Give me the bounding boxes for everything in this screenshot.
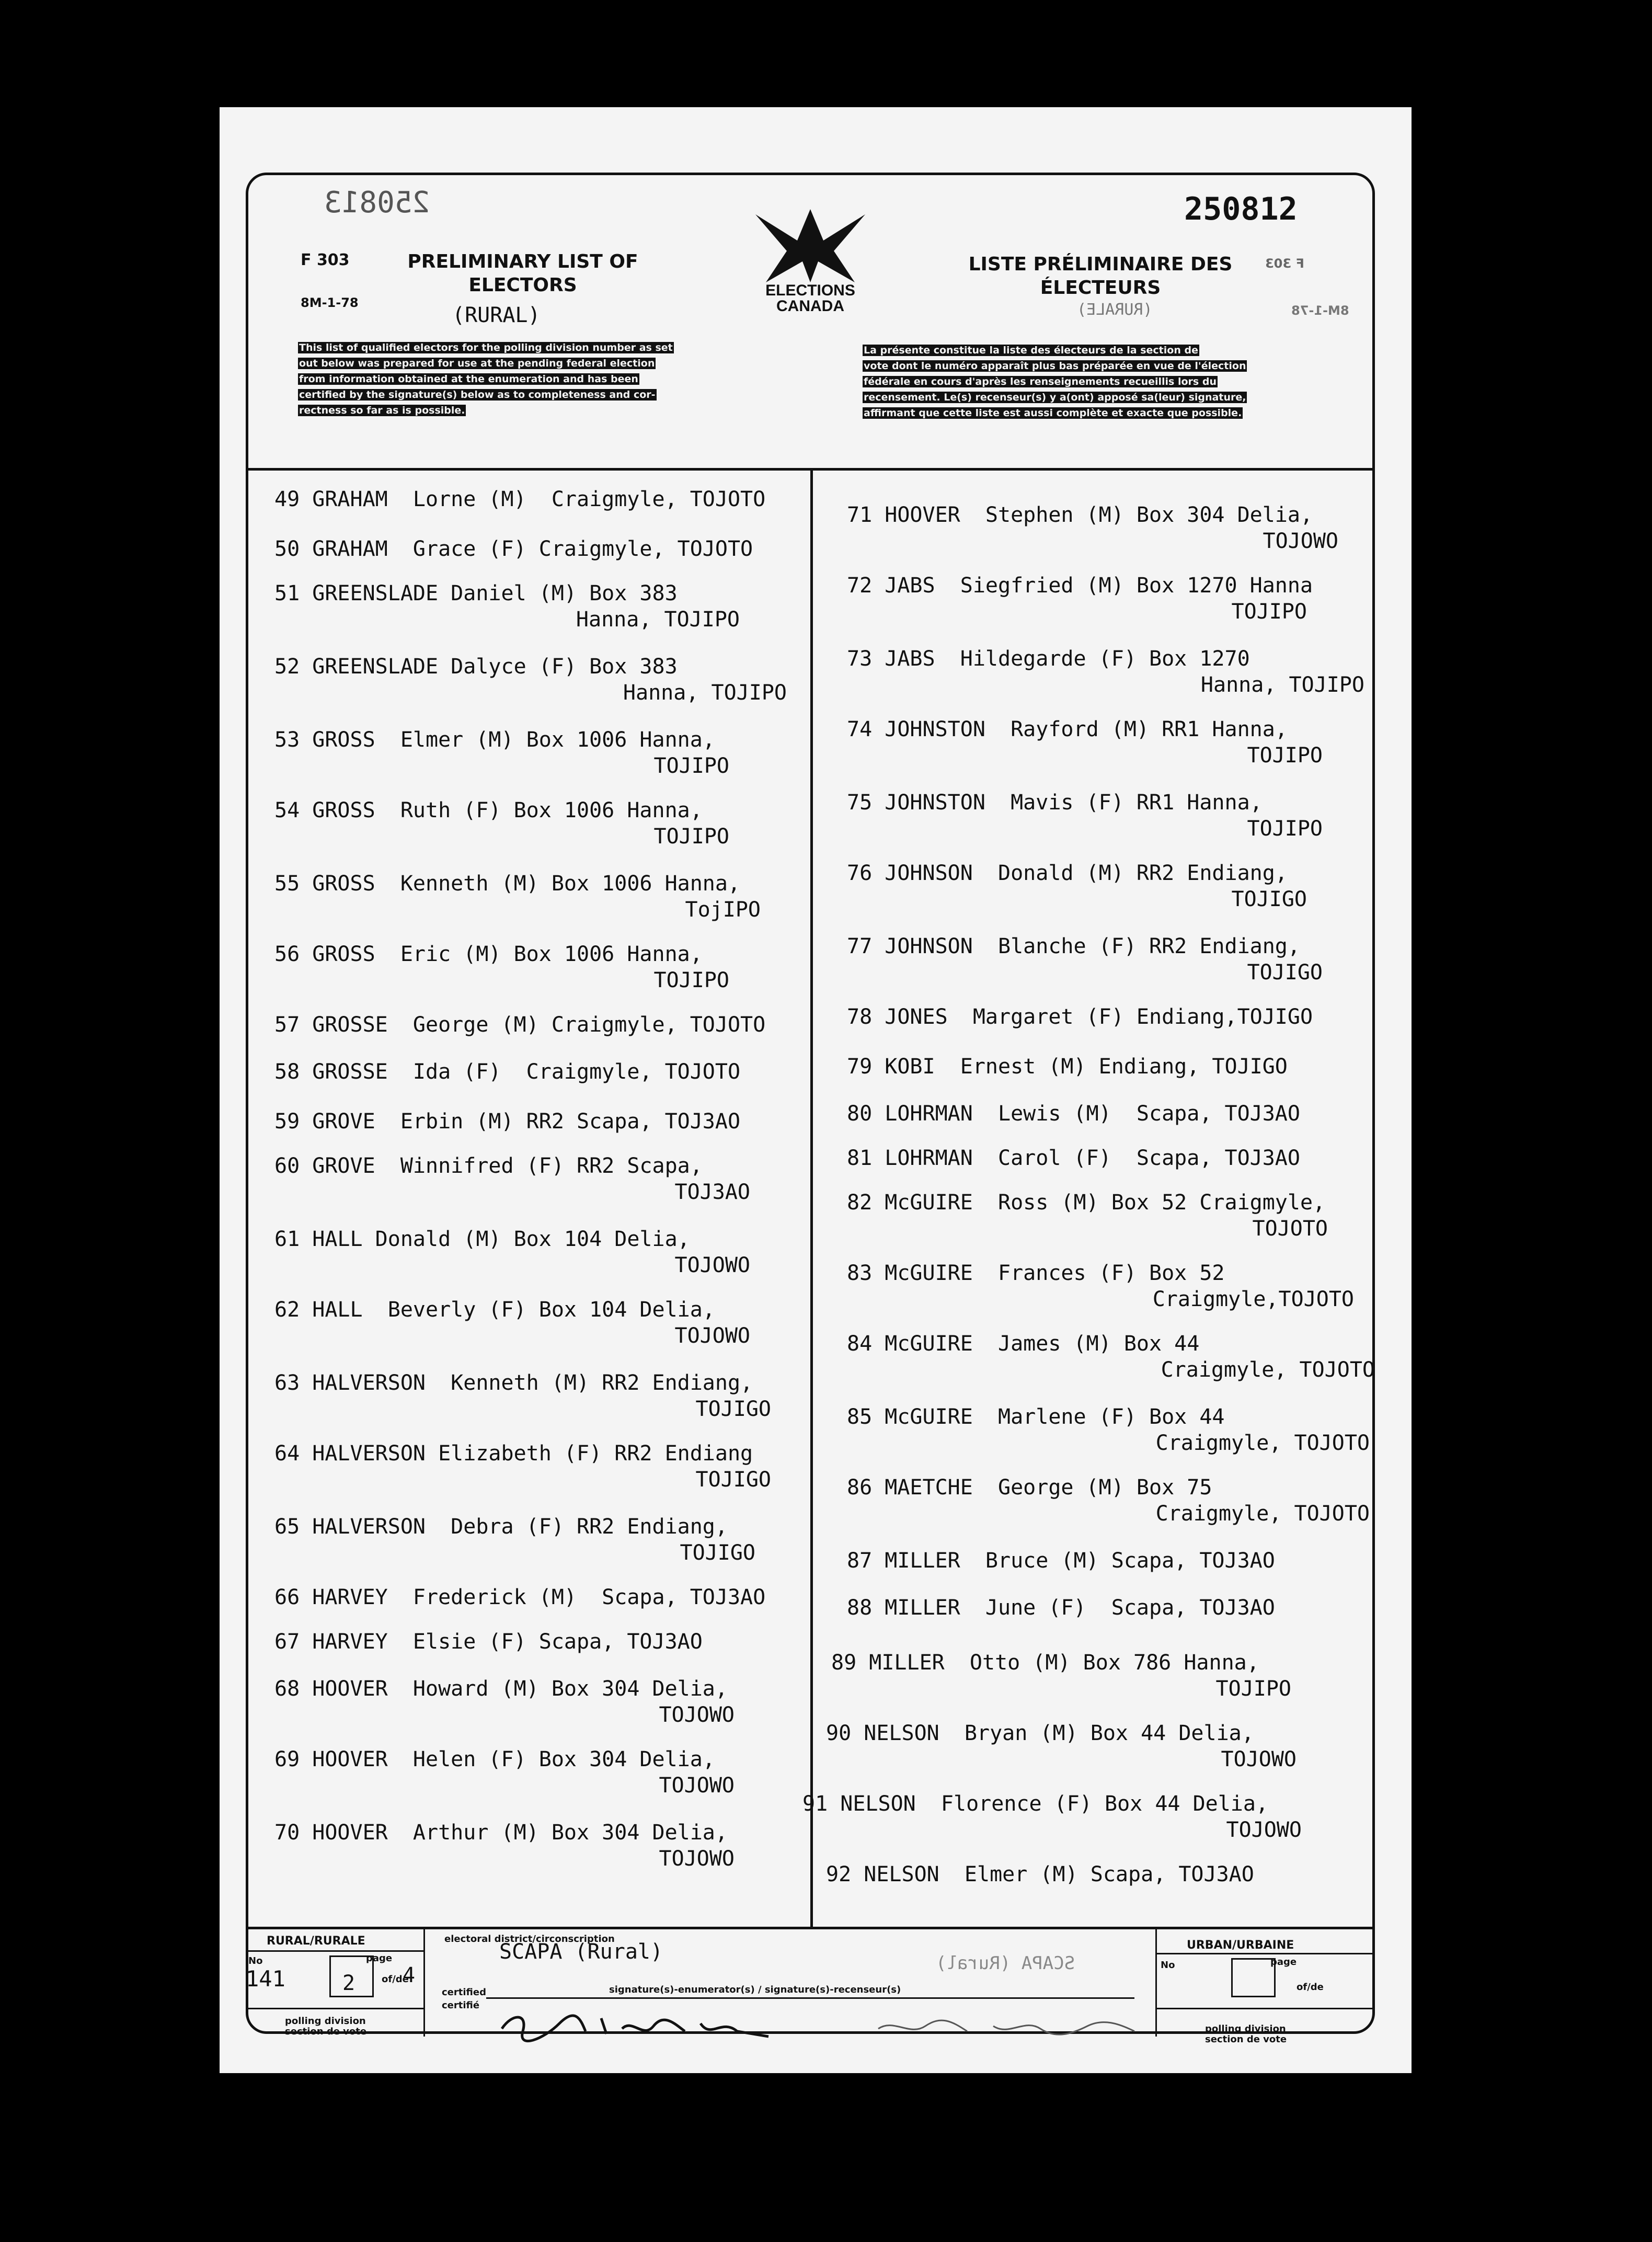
mirrored-form-number: 250813 <box>324 186 430 220</box>
district-label: electoral district/circonscription <box>444 1934 615 1944</box>
entry-number: 59 <box>274 1109 300 1134</box>
logo-text-canada: CANADA <box>776 298 844 315</box>
list-item <box>274 797 802 850</box>
entry-number: 77 <box>847 934 873 958</box>
footer-rule <box>1155 1953 1375 1954</box>
entry-number: 76 <box>847 861 873 885</box>
form-id: F 303 <box>301 251 350 269</box>
entry-text-line2: TOJIGO <box>695 1397 771 1421</box>
entry-number: 88 <box>847 1596 873 1620</box>
list-item <box>802 1791 1370 1843</box>
entry-text-line2: TOJIGO <box>680 1541 755 1565</box>
entry-number: 67 <box>274 1630 300 1654</box>
entry-number: 92 <box>826 1862 852 1886</box>
form-code: 8M-1-78 <box>301 295 359 310</box>
list-item <box>274 1297 802 1349</box>
entry-text: McGUIRE Ross (M) Box 52 Craigmyle, <box>885 1191 1326 1215</box>
list-item <box>847 1595 1370 1621</box>
footer-divider <box>246 1927 1375 1929</box>
english-title-line2: ELECTORS <box>468 274 577 296</box>
certified-label: certified <box>442 1987 486 1998</box>
entry-text: JONES Margaret (F) Endiang,TOJIGO <box>885 1005 1313 1029</box>
list-item <box>847 1548 1370 1574</box>
list-item <box>826 1861 1354 1888</box>
urban-page-label: page <box>1270 1957 1297 1968</box>
entry-text-line2: TOJOWO <box>659 1703 735 1727</box>
entry-text: KOBI Ernest (M) Endiang, TOJIGO <box>885 1055 1288 1079</box>
french-notice-line: La présente constitue la liste des électeurs de la section de <box>864 345 1198 356</box>
entry-text: MILLER Bruce (M) Scapa, TOJ3AO <box>885 1549 1275 1573</box>
list-item <box>274 580 802 633</box>
urban-polling-label-fr: section de vote <box>1205 2034 1287 2045</box>
entry-text-line2: TOJIPO <box>653 754 729 778</box>
entry-text-line2: TOJIPO <box>1215 1677 1291 1701</box>
list-item <box>274 1370 802 1422</box>
english-notice-line: This list of qualified electors for the polling division number as set <box>299 342 673 353</box>
french-title-line2: ÉLECTEURS <box>1040 277 1161 299</box>
entry-text-line2: TOJOWO <box>1226 1818 1302 1842</box>
entry-text: JOHNSTON Rayford (M) RR1 Hanna, <box>885 717 1288 741</box>
entry-text-line2: Craigmyle, TOJOTO <box>1155 1502 1370 1526</box>
urban-page-box <box>1231 1958 1276 1997</box>
list-item <box>847 1004 1375 1030</box>
entry-text-line2: TOJOWO <box>659 1774 735 1798</box>
entry-text-line2: TOJIPO <box>1247 817 1323 841</box>
urban-polling-label: polling division <box>1205 2023 1286 2034</box>
entry-number: 79 <box>847 1055 873 1079</box>
polling-division-label: polling division <box>285 2016 366 2027</box>
entry-number: 81 <box>847 1146 873 1170</box>
of-value: 4 <box>403 1963 416 1987</box>
entry-text-line2: TojIPO <box>685 898 761 922</box>
urban-number-label: No <box>1161 1960 1175 1971</box>
entry-number: 70 <box>274 1821 300 1845</box>
entry-number: 66 <box>274 1585 300 1609</box>
entry-text: LOHRMAN Lewis (M) Scapa, TOJ3AO <box>885 1102 1300 1126</box>
entry-text: MILLER Otto (M) Box 786 Hanna, <box>869 1651 1259 1675</box>
list-item <box>847 1404 1370 1456</box>
elections-canada-logo <box>745 204 876 329</box>
entry-text: GROSSE George (M) Craigmyle, TOJOTO <box>312 1013 766 1037</box>
entry-number: 82 <box>847 1191 873 1215</box>
logo-text-elections: ELECTIONS <box>765 282 855 299</box>
list-item <box>826 1720 1354 1772</box>
entry-text: McGUIRE Frances (F) Box 52 <box>885 1261 1225 1285</box>
footer-divider-left <box>423 1927 425 2037</box>
entry-text: HALL Donald (M) Box 104 Delia, <box>312 1227 690 1251</box>
entry-number: 73 <box>847 647 873 671</box>
entry-text-line2: Hanna, TOJIPO <box>623 681 787 705</box>
entry-text-line2: Craigmyle, TOJOTO <box>1161 1358 1375 1382</box>
entry-text: HARVEY Elsie (F) Scapa, TOJ3AO <box>312 1630 703 1654</box>
entry-number: 63 <box>274 1371 300 1395</box>
entry-text-line2: TOJOWO <box>674 1253 750 1277</box>
entry-number: 87 <box>847 1549 873 1573</box>
entry-text: HALVERSON Elizabeth (F) RR2 Endiang <box>312 1442 753 1466</box>
list-item <box>847 1054 1370 1080</box>
form-number: 250812 <box>1184 191 1298 227</box>
entry-number: 89 <box>831 1651 857 1675</box>
entry-text: HARVEY Frederick (M) Scapa, TOJ3AO <box>312 1585 766 1609</box>
list-item <box>274 1820 802 1872</box>
entry-text-line2: TOJIPO <box>653 825 729 849</box>
entry-text: JOHNSON Blanche (F) RR2 Endiang, <box>885 934 1300 958</box>
list-item <box>274 536 802 562</box>
english-notice-line: rectness so far as is possible. <box>299 405 465 416</box>
list-item <box>831 1650 1354 1702</box>
entry-text: GREENSLADE Daniel (M) Box 383 <box>312 581 678 605</box>
entry-number: 65 <box>274 1515 300 1539</box>
english-notice-line: from information obtained at the enumeration and has been <box>299 373 638 385</box>
urban-label: URBAN/URBAINE <box>1187 1939 1294 1952</box>
list-item <box>847 1260 1370 1312</box>
entry-number: 74 <box>847 717 873 741</box>
entry-text: HOOVER Stephen (M) Box 304 Delia, <box>885 503 1313 527</box>
list-item <box>847 1331 1375 1383</box>
list-item <box>274 1226 802 1278</box>
entry-number: 85 <box>847 1405 873 1429</box>
entry-text-line2: TOJOWO <box>659 1847 735 1871</box>
entry-text-line2: TOJOTO <box>1252 1217 1328 1241</box>
list-item <box>274 1746 802 1799</box>
entry-text-line2: TOJIGO <box>1247 960 1323 985</box>
entry-number: 91 <box>802 1792 828 1816</box>
entry-text: JABS Hildegarde (F) Box 1270 <box>885 647 1250 671</box>
entry-text: MILLER June (F) Scapa, TOJ3AO <box>885 1596 1275 1620</box>
french-notice-line: affirmant que cette liste est aussi complète et exacte que possible. <box>864 407 1242 419</box>
french-notice-line: fédérale en cours d'après les renseignements recueillis lors du <box>864 376 1217 387</box>
entry-text: GROSSE Ida (F) Craigmyle, TOJOTO <box>312 1060 741 1084</box>
entry-text-line2: TOJIPO <box>1247 743 1323 768</box>
entry-number: 54 <box>274 798 300 822</box>
entry-number: 51 <box>274 581 300 605</box>
entry-number: 58 <box>274 1060 300 1084</box>
english-notice-line: certified by the signature(s) below as to completeness and cor- <box>299 389 656 401</box>
list-item <box>274 1584 813 1610</box>
list-item <box>274 486 802 512</box>
entry-number: 86 <box>847 1475 873 1500</box>
entry-number: 53 <box>274 728 300 752</box>
signature-scribble <box>497 2008 784 2044</box>
entry-text: JOHNSON Donald (M) RR2 Endiang, <box>885 861 1288 885</box>
list-item <box>274 1012 818 1038</box>
list-item <box>847 790 1370 842</box>
polling-division-label-fr: section de vote <box>285 2026 367 2037</box>
entry-text-line2: TOJOWO <box>1263 529 1338 553</box>
entry-number: 69 <box>274 1747 300 1771</box>
entry-text-line2: Hanna, TOJIPO <box>1200 673 1364 697</box>
entry-text: LOHRMAN Carol (F) Scapa, TOJ3AO <box>885 1146 1300 1170</box>
entry-text: NELSON Elmer (M) Scapa, TOJ3AO <box>864 1862 1254 1886</box>
list-item <box>274 654 802 706</box>
entry-number: 64 <box>274 1442 300 1466</box>
list-item <box>847 716 1370 769</box>
entry-text-line2: Craigmyle,TOJOTO <box>1152 1287 1354 1311</box>
poll-number-label: No <box>248 1955 263 1966</box>
second-signature-scribble <box>873 2010 1145 2042</box>
entry-text: GROVE Winnifred (F) RR2 Scapa, <box>312 1154 703 1178</box>
entry-text: GROSS Ruth (F) Box 1006 Hanna, <box>312 798 703 822</box>
district-value: SCAPA (Rural) <box>499 1940 663 1964</box>
entry-text-line2: Craigmyle, TOJOTO <box>1155 1431 1370 1455</box>
entry-text: JABS Siegfried (M) Box 1270 Hanna <box>885 574 1313 598</box>
entry-number: 78 <box>847 1005 873 1029</box>
entry-number: 83 <box>847 1261 873 1285</box>
list-item <box>274 1440 818 1493</box>
footer-rule <box>246 2008 423 2009</box>
signature-label: signature(s)-enumerator(s) / signature(s)-recenseur(s) <box>609 1984 901 1995</box>
entry-text: HALVERSON Debra (F) RR2 Endiang, <box>312 1515 728 1539</box>
entry-text: GRAHAM Grace (F) Craigmyle, TOJOTO <box>312 537 753 561</box>
entry-number: 62 <box>274 1298 300 1322</box>
entry-text: NELSON Bryan (M) Box 44 Delia, <box>864 1721 1254 1745</box>
entry-text: GREENSLADE Dalyce (F) Box 383 <box>312 655 678 679</box>
list-item <box>847 502 1370 554</box>
entry-text: GRAHAM Lorne (M) Craigmyle, TOJOTO <box>312 487 766 511</box>
footer-rule <box>1155 2008 1375 2009</box>
list-item <box>847 1145 1370 1171</box>
entry-number: 72 <box>847 574 873 598</box>
french-rural-label: (RURALE) <box>1077 301 1153 319</box>
list-item <box>847 573 1370 625</box>
entry-text: GROSS Kenneth (M) Box 1006 Hanna, <box>312 872 741 896</box>
entry-text: JOHNSTON Mavis (F) RR1 Hanna, <box>885 791 1263 815</box>
english-rural-label: (RURAL) <box>452 303 541 327</box>
entry-number: 49 <box>274 487 300 511</box>
list-item <box>274 727 802 779</box>
list-item <box>847 1474 1370 1527</box>
english-notice <box>298 340 768 418</box>
list-item <box>274 1514 802 1566</box>
english-notice-line: out below was prepared for use at the pending federal election <box>299 358 655 369</box>
entry-text: McGUIRE Marlene (F) Box 44 <box>885 1405 1225 1429</box>
entry-text: GROSS Elmer (M) Box 1006 Hanna, <box>312 728 715 752</box>
list-item <box>847 933 1370 986</box>
entry-text-line2: TOJIPO <box>653 968 729 992</box>
english-title: PRELIMINARY LIST OF <box>407 251 638 272</box>
urban-of-label: of/de <box>1297 1982 1324 1993</box>
french-title: LISTE PRÉLIMINAIRE DES <box>968 254 1233 275</box>
list-item <box>847 860 1370 912</box>
entry-text: NELSON Florence (F) Box 44 Delia, <box>840 1792 1269 1816</box>
column-divider <box>810 468 813 1927</box>
entry-text: HALL Beverly (F) Box 104 Delia, <box>312 1298 715 1322</box>
list-item <box>847 646 1370 698</box>
entry-text: HOOVER Arthur (M) Box 304 Delia, <box>312 1821 728 1845</box>
list-item <box>274 1108 802 1135</box>
entry-number: 90 <box>826 1721 852 1745</box>
entry-text-line2: TOJIPO <box>1231 600 1307 624</box>
entry-number: 60 <box>274 1154 300 1178</box>
entry-text: GROVE Erbin (M) RR2 Scapa, TOJ3AO <box>312 1109 741 1134</box>
poll-number-value: 141 <box>246 1966 285 1992</box>
entry-text-line2: Hanna, TOJIPO <box>576 608 740 632</box>
list-item <box>274 1059 802 1085</box>
entry-text: MAETCHE George (M) Box 75 <box>885 1475 1212 1500</box>
french-notice-line: recensement. Le(s) recenseur(s) y a(ont) apposé sa(leur) signature, <box>864 392 1246 403</box>
entry-number: 80 <box>847 1102 873 1126</box>
of-label: of/de <box>382 1974 409 1985</box>
entry-text-line2: TOJOWO <box>674 1324 750 1348</box>
list-item <box>847 1101 1370 1127</box>
page-label: page <box>366 1953 393 1964</box>
entry-text-line2: TOJOWO <box>1221 1747 1297 1771</box>
entry-number: 57 <box>274 1013 300 1037</box>
district-value-mirrored: SCAPA (Rural) <box>936 1953 1075 1974</box>
entry-text: McGUIRE James (M) Box 44 <box>885 1332 1200 1356</box>
list-item <box>274 1676 802 1728</box>
french-notice <box>863 342 1333 421</box>
entry-number: 71 <box>847 503 873 527</box>
list-item <box>274 1629 802 1655</box>
entry-text: HALVERSON Kenneth (M) RR2 Endiang, <box>312 1371 753 1395</box>
footer-divider-right <box>1155 1927 1157 2037</box>
entry-number: 52 <box>274 655 300 679</box>
list-item <box>274 1153 802 1205</box>
footer-rule <box>246 1950 423 1952</box>
signature-line <box>486 1997 1134 1999</box>
certified-label-fr: certifié <box>442 2000 480 2011</box>
entry-number: 55 <box>274 872 300 896</box>
entry-text-line2: TOJIGO <box>695 1468 771 1492</box>
entry-number: 50 <box>274 537 300 561</box>
page-value: 2 <box>342 1971 355 1995</box>
entry-number: 56 <box>274 942 300 966</box>
list-item <box>274 941 802 993</box>
french-notice-line: vote dont le numéro apparaît plus bas préparée en vue de l'élection <box>864 360 1246 372</box>
entry-text: HOOVER Helen (F) Box 304 Delia, <box>312 1747 715 1771</box>
french-form-code: 8M-1-78 <box>1291 303 1349 318</box>
french-form-id: F 303 <box>1265 256 1304 271</box>
entry-text-line2: TOJ3AO <box>674 1180 750 1204</box>
entry-text-line2: TOJIGO <box>1231 887 1307 911</box>
entry-number: 75 <box>847 791 873 815</box>
entry-text: HOOVER Howard (M) Box 304 Delia, <box>312 1677 728 1701</box>
rural-label: RURAL/RURALE <box>267 1935 365 1948</box>
list-item <box>847 1189 1375 1242</box>
list-item <box>274 871 802 923</box>
entry-number: 61 <box>274 1227 300 1251</box>
entry-number: 84 <box>847 1332 873 1356</box>
entry-number: 68 <box>274 1677 300 1701</box>
entry-text: GROSS Eric (M) Box 1006 Hanna, <box>312 942 703 966</box>
